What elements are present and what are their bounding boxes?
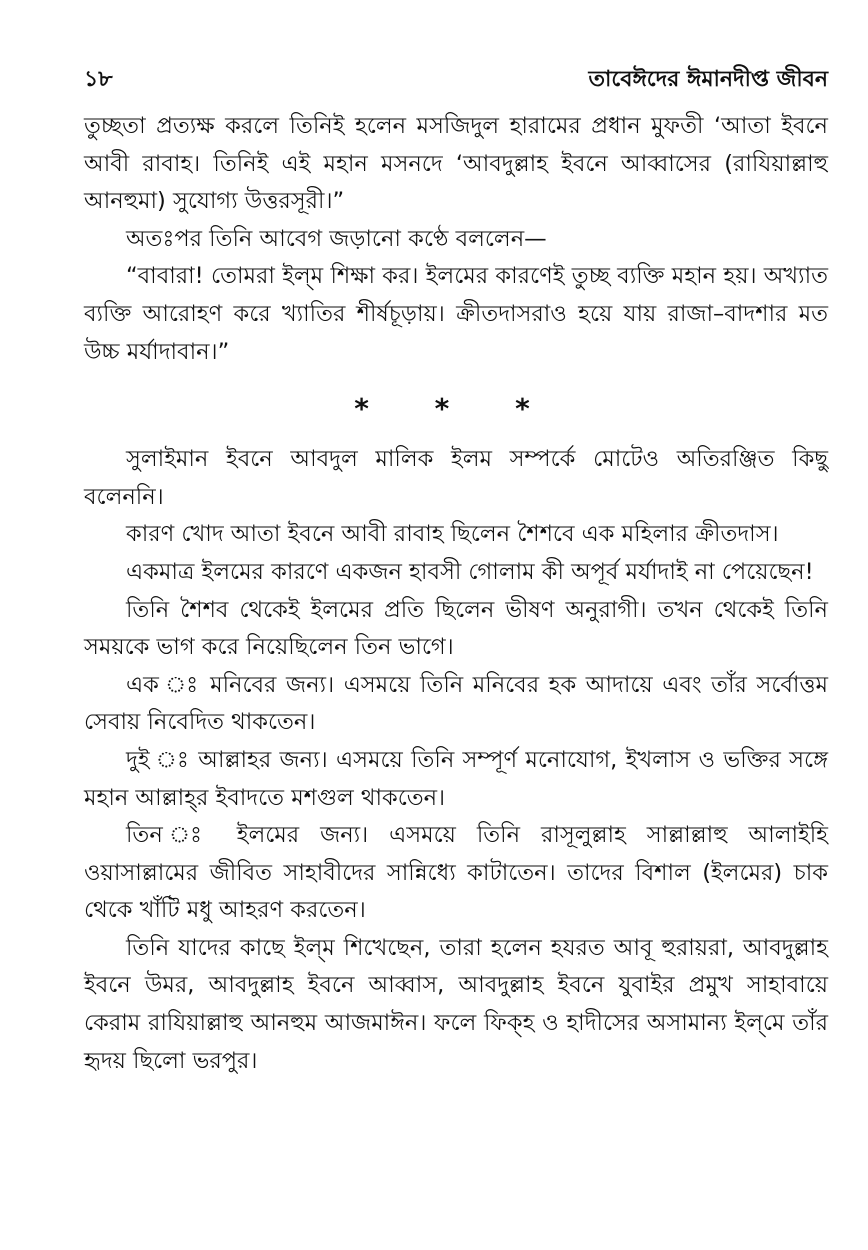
paragraph: অতঃপর তিনি আবেগ জড়ানো কণ্ঠে বললেন— [126,225,547,252]
paragraph: দুই ঃ আল্লাহর জন্য। এসময়ে তিনি সম্পূর্ণ মনোযোগ, ইখলাস ও ভক্তির সঙ্গে মহান আল্লাহ্‌র ইবাদতে মশগুল থাকতেন। [84,746,828,811]
paragraph: একমাত্র ইলমের কারণে একজন হাবসী গোলাম কী অপূর্ব মর্যাদাই না পেয়েছেন! [126,558,814,585]
page-header [84,62,828,99]
paragraph: তুচ্ছতা প্রত্যক্ষ করলে তিনিই হলেন মসজিদুল হারামের প্রধান মুফতী ‘আতা ইবনে আবী রাবাহ। তিনিই এই মহান মসনদে ‘আবদুল্লাহ ইবনে আব্বাসের (রাযিয়াল্লাহু আনহুমা) সুযোগ্য উত্তরসূরী।” [84,113,828,215]
page-body [84,108,828,1080]
running-title: তাবেঈদের ঈমানদীপ্ত জীবন [588,67,828,92]
page-number: ১৮ [84,67,113,92]
paragraph: সুলাইমান ইবনে আবদুল মালিক ইলম সম্পর্কে মোটেও অতিরঞ্জিত কিছু বলেননি। [84,446,828,510]
section-separator: * * * [354,392,558,426]
paragraph: এক ঃ মনিবের জন্য। এসময়ে তিনি মনিবের হক আদায়ে এবং তাঁর সর্বোত্তম সেবায় নিবেদিত থাকতেন। [84,671,828,736]
paragraph: “বাবারা! তোমরা ইল্‌ম শিক্ষা কর। ইলমের কারণেই তুচ্ছ ব্যক্তি মহান হয়। অখ্যাত ব্যক্তি আরোহণ করে খ্যাতির শীর্ষচূড়ায়। ক্রীতদাসরাও হয়ে যায় রাজা–বাদশার মত উচ্চ মর্যাদাবান।” [84,263,828,365]
paragraph: তিনি শৈশব থেকেই ইলমের প্রতি ছিলেন ভীষণ অনুরাগী। তখন থেকেই তিনি সময়কে ভাগ করে নিয়েছিলেন তিন ভাগে। [84,596,828,661]
paragraph: তিনি যাদের কাছে ইল্‌ম শিখেছেন, তারা হলেন হযরত আবূ হুরায়রা, আবদুল্লাহ ইবনে উমর, আবদুল্লাহ ইবনে আব্বাস, আবদুল্লাহ ইবনে যুবাইর প্রমুখ সাহাবায়ে কেরাম রাযিয়াল্লাহু আনহুম আজমাঈন। ফলে ফিক্‌হ ও হাদীসের অসামান্য ইল্‌মে তাঁর হৃদয় ছিলো ভরপুর। [84,934,828,1074]
paragraph: তিন ঃ ইলমের জন্য। এসময়ে তিনি রাসূলুল্লাহ সাল্লাল্লাহু আলাইহি ওয়াসাল্লামের জীবিত সাহাবীদের সান্নিধ্যে কাটাতেন। তাদের বিশাল (ইলমের) চাক থেকে খাঁটি মধু আহরণ করতেন। [84,822,828,924]
paragraph: কারণ খোদ আতা ইবনে আবী রাবাহ ছিলেন শৈশবে এক মহিলার ক্রীতদাস। [126,521,779,548]
